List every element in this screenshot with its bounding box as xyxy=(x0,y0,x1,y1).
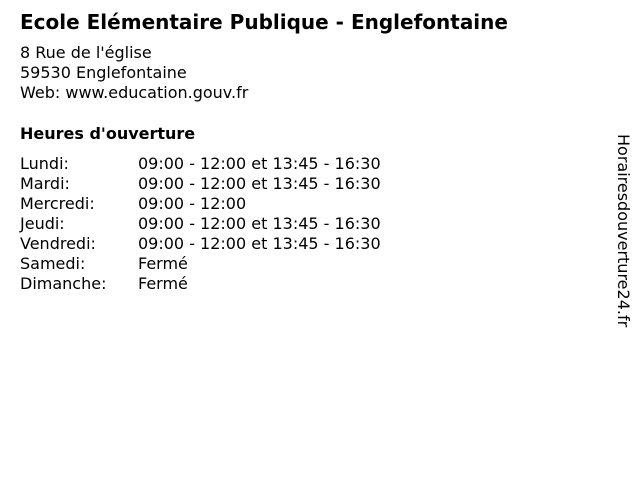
day-hours: Fermé xyxy=(138,254,188,273)
day-hours: 09:00 - 12:00 et 13:45 - 16:30 xyxy=(138,214,381,233)
day-hours: 09:00 - 12:00 xyxy=(138,194,247,213)
day-label: Mercredi: xyxy=(20,194,95,213)
day-hours: 09:00 - 12:00 et 13:45 - 16:30 xyxy=(138,174,381,193)
day-label: Lundi: xyxy=(20,154,69,173)
day-label: Samedi: xyxy=(20,254,86,273)
hours-row-tuesday xyxy=(20,174,381,194)
day-hours: Fermé xyxy=(138,274,188,293)
hours-row-friday xyxy=(20,234,381,254)
day-label: Jeudi: xyxy=(20,214,65,233)
site-watermark: Horairesdouverture24.fr xyxy=(614,134,633,328)
hours-row-thursday xyxy=(20,214,381,234)
place-title: Ecole Elémentaire Publique - Englefontaine xyxy=(20,10,508,34)
opening-hours-table xyxy=(20,154,381,294)
website-link[interactable]: Web: www.education.gouv.fr xyxy=(20,83,249,102)
address-block xyxy=(20,43,248,103)
street-address: 8 Rue de l'église xyxy=(20,43,152,62)
day-hours: 09:00 - 12:00 et 13:45 - 16:30 xyxy=(138,154,381,173)
hours-row-sunday xyxy=(20,274,381,294)
opening-hours-heading: Heures d'ouverture xyxy=(20,124,196,143)
hours-row-wednesday xyxy=(20,194,381,214)
day-label: Dimanche: xyxy=(20,274,107,293)
day-hours: 09:00 - 12:00 et 13:45 - 16:30 xyxy=(138,234,381,253)
hours-row-saturday xyxy=(20,254,381,274)
day-label: Vendredi: xyxy=(20,234,96,253)
city-address: 59530 Englefontaine xyxy=(20,63,187,82)
day-label: Mardi: xyxy=(20,174,70,193)
hours-row-monday xyxy=(20,154,381,174)
